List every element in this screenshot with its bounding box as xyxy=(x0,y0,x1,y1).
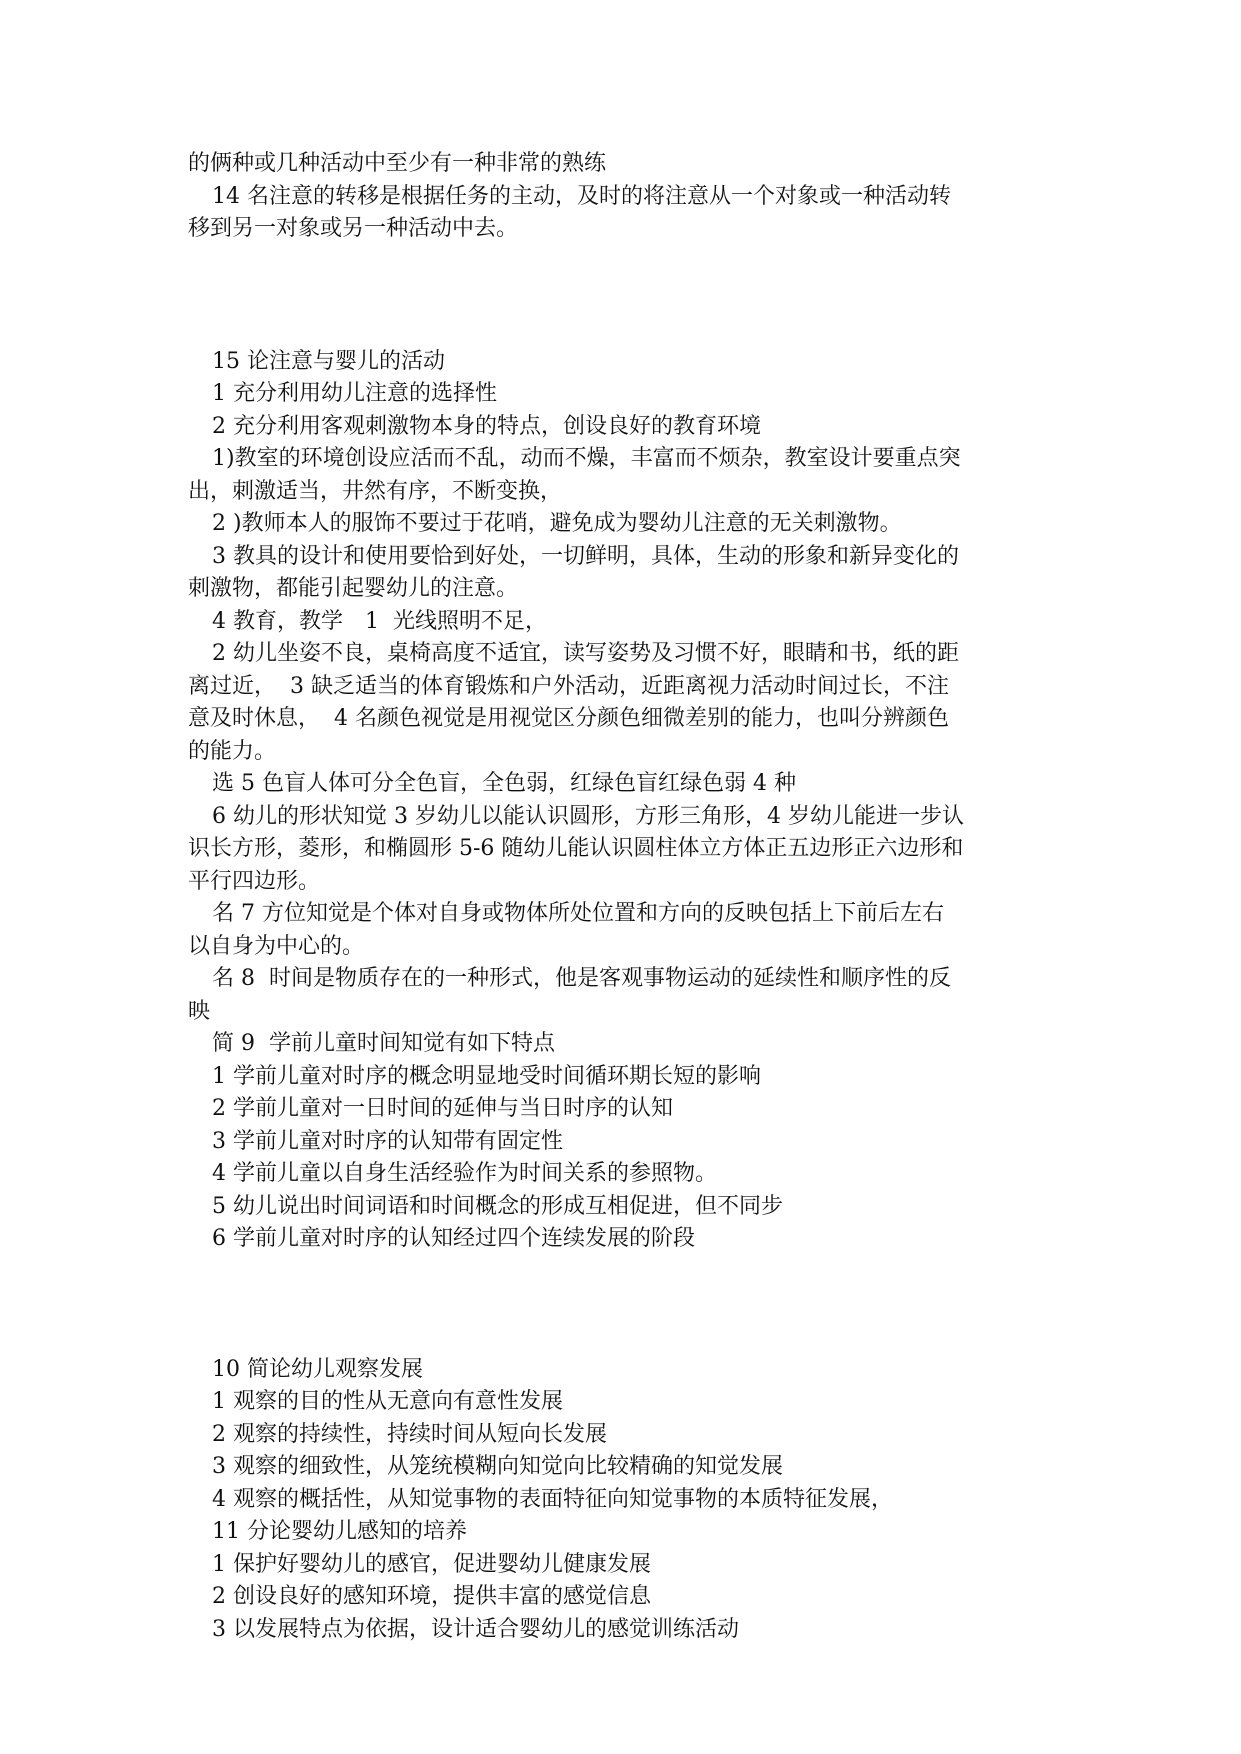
text-block-attention-and-activities xyxy=(188,346,1058,1256)
text-line: 以自身为中心的。 xyxy=(188,933,365,959)
text-line: 2 充分利用客观刺激物本身的特点，创设良好的教育环境 xyxy=(212,413,761,439)
text-line: 1 充分利用幼儿注意的选择性 xyxy=(212,381,497,406)
paragraph-gap xyxy=(188,246,1058,346)
text-line: 5 幼儿说出时间词语和时间概念的形成互相促进，但不同步 xyxy=(212,1193,783,1219)
document-page xyxy=(188,148,1058,1646)
text-line: 2 学前儿童对一日时间的延伸与当日时序的认知 xyxy=(212,1096,673,1121)
text-line: 3 教具的设计和使用要恰到好处，一切鲜明，具体，生动的形象和新异变化的 xyxy=(212,543,959,569)
text-line: 离过近， 3 缺乏适当的体育锻炼和户外活动，近距离视力活动时间过长，不注 xyxy=(188,673,949,699)
text-line: 移到另一对象或另一种活动中去。 xyxy=(188,216,519,241)
text-line: 11 分论婴幼儿感知的培养 xyxy=(212,1519,467,1544)
text-line: 10 简论幼儿观察发展 xyxy=(212,1356,423,1382)
text-line: 2 创设良好的感知环境，提供丰富的感觉信息 xyxy=(212,1584,651,1609)
text-line: 出，刺激适当，井然有序，不断变换， xyxy=(188,478,563,504)
text-line: 15 论注意与婴儿的活动 xyxy=(212,348,445,374)
text-line: 1 学前儿童对时序的概念明显地受时间循环期长短的影响 xyxy=(212,1063,761,1089)
text-line: 平行四边形。 xyxy=(188,868,321,894)
text-line: 1)教室的环境创设应活而不乱，动而不燥，丰富而不烦杂，教室设计要重点突 xyxy=(212,446,961,471)
text-line: 名 8 时间是物质存在的一种形式，他是客观事物运动的延续性和顺序性的反 xyxy=(212,966,951,991)
text-line: 选 5 色盲人体可分全色盲，全色弱，红绿色盲红绿色弱 4 种 xyxy=(212,771,796,796)
text-line: 1 保护好婴幼儿的感官，促进婴幼儿健康发展 xyxy=(212,1551,651,1577)
text-line: 的能力。 xyxy=(188,738,277,764)
text-line: 2 观察的持续性，持续时间从短向长发展 xyxy=(212,1421,607,1447)
text-block-attention-transfer xyxy=(188,148,1058,246)
text-block-observation-development xyxy=(188,1354,1058,1647)
text-line: 简 9 学前儿童时间知觉有如下特点 xyxy=(212,1031,555,1056)
text-line: 6 学前儿童对时序的认知经过四个连续发展的阶段 xyxy=(212,1226,695,1251)
text-line: 名 7 方位知觉是个体对自身或物体所处位置和方向的反映包括上下前后左右 xyxy=(212,901,944,926)
text-line: 4 学前儿童以自身生活经验作为时间关系的参照物。 xyxy=(212,1161,717,1186)
text-line: 3 以发展特点为依据，设计适合婴幼儿的感觉训练活动 xyxy=(212,1616,739,1642)
text-line: 的俩种或几种活动中至少有一种非常的熟练 xyxy=(188,151,607,176)
text-line: 2 )教师本人的服饰不要过于花哨，避免成为婴幼儿注意的无关刺激物。 xyxy=(212,511,902,536)
text-line: 4 教育，教学 1 光线照明不足， xyxy=(212,608,547,634)
text-line: 14 名注意的转移是根据任务的主动，及时的将注意从一个对象或一种活动转 xyxy=(212,183,951,209)
text-line: 刺激物，都能引起婴幼儿的注意。 xyxy=(188,576,519,601)
text-line: 映 xyxy=(188,998,211,1024)
text-line: 意及时休息， 4 名颜色视觉是用视觉区分颜色细微差别的能力，也叫分辨颜色 xyxy=(188,706,949,731)
text-line: 2 幼儿坐姿不良，桌椅高度不适宜，读写姿势及习惯不好，眼睛和书，纸的距 xyxy=(212,641,959,666)
paragraph-gap xyxy=(188,1256,1058,1354)
text-line: 6 幼儿的形状知觉 3 岁幼儿以能认识圆形，方形三角形，4 岁幼儿能进一步认 xyxy=(212,803,964,829)
text-line: 1 观察的目的性从无意向有意性发展 xyxy=(212,1389,563,1414)
text-line: 3 学前儿童对时序的认知带有固定性 xyxy=(212,1128,563,1154)
text-line: 3 观察的细致性，从笼统模糊向知觉向比较精确的知觉发展 xyxy=(212,1454,783,1479)
text-line: 识长方形，菱形，和椭圆形 5-6 随幼儿能认识圆柱体立方体正五边形正六边形和 xyxy=(188,836,964,861)
text-line: 4 观察的概括性，从知觉事物的表面特征向知觉事物的本质特征发展， xyxy=(212,1486,893,1512)
